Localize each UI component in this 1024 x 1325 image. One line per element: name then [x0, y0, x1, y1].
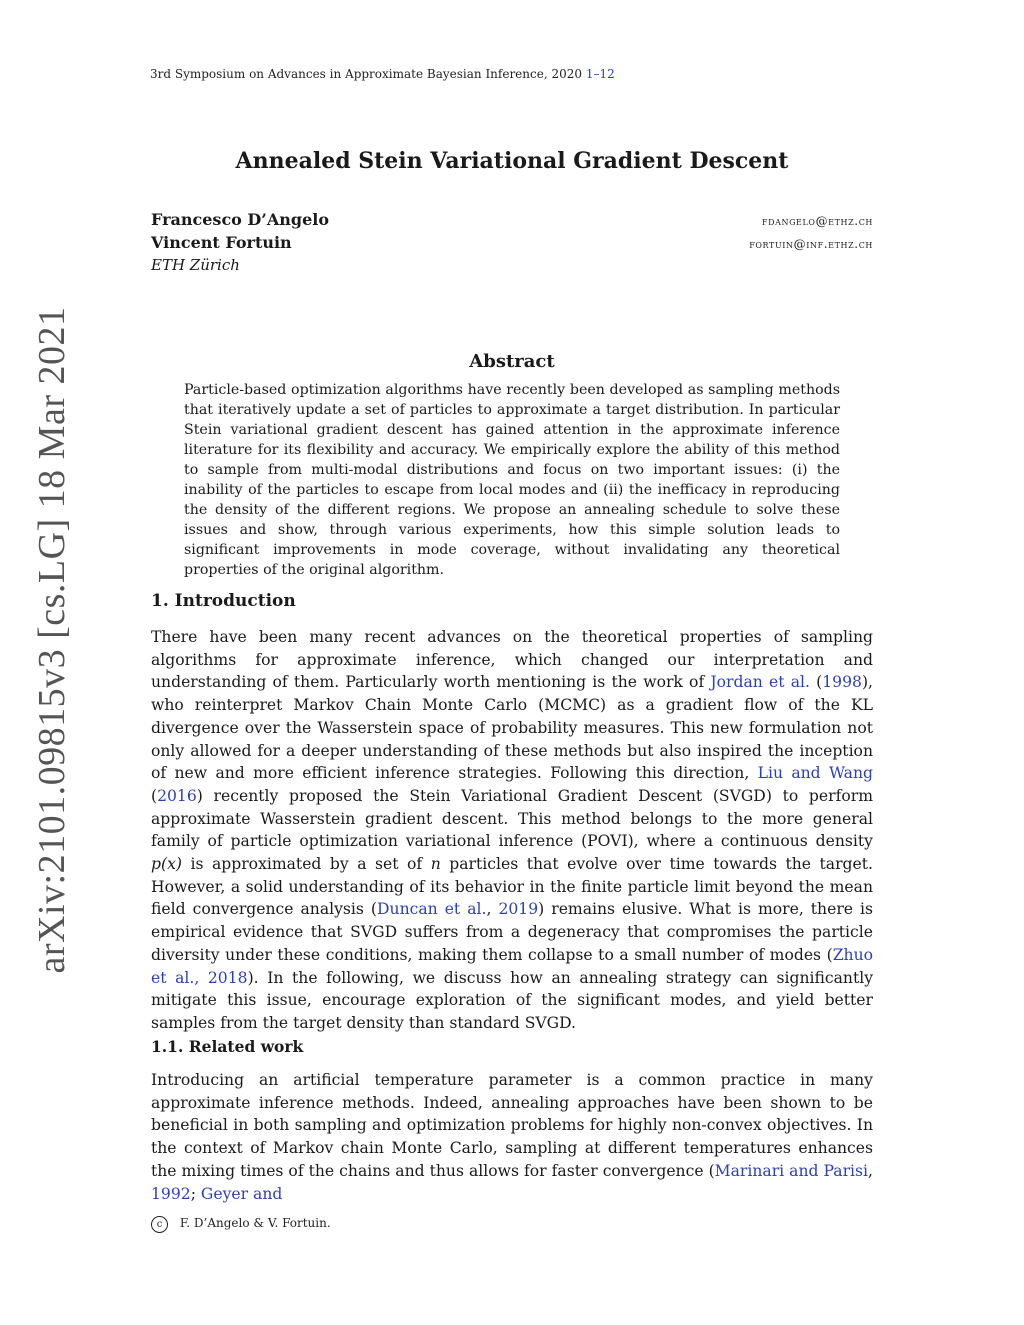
copyright-footer — [151, 1216, 331, 1233]
text-run: Introducing an artificial temperature parameter is a common practice in many approximate inference methods. Indeed, annealing approaches have been shown to be beneficial in both sampling and optimization problems for highly non-convex objectives. In the context of Markov chain Monte Carlo, sampling at different temperatures enhances the mixing times of the chains and thus allows for faster convergence ( — [151, 1071, 873, 1180]
citation-link[interactable]: Duncan et al. — [377, 900, 487, 919]
text-run: is approximated by a set of — [190, 855, 423, 874]
text-run: ), who reinterpret Markov Chain Monte Carlo (MCMC) as a gradient flow of the KL divergence over the Wasserstein space of probability measures. This new formulation not only allowed for a deeper understanding of these methods but also inspired the inception of new and more efficient inference strategies. Following this direction, — [151, 673, 873, 783]
introduction-paragraph: There have been many recent advances on the theoretical properties of sampling algorithms for approximate inference, which changed our interpretation and understanding of them. Particularly worth mentioning is the work of Jordan et al. (1998), who reinterpret Markov Chain Monte Carlo (MCMC) as a gradient flow of the KL divergence over the Wasserstein space of probability measures. This new formulation not only allowed for a deeper understanding of these methods but also inspired the inception of new and more efficient inference strategies. Following this direction, Liu and Wang (2016) recently proposed the Stein Variational Gradient Descent (SVGD) to perform approximate Wasserstein gradient descent. This method belongs to the more general family of particle optimization variational inference (POVI), where a continuous density p(x) is approximated by a set of n particles that evolve over time towards the target. However, a solid understanding of its behavior in the finite particle limit beyond the mean field convergence analysis (Duncan et al., 2019) remains elusive. What is more, there is empirical evidence that SVGD suffers from a degeneracy that compromises the particle diversity under these conditions, making them collapse to a small number of modes (Zhuo et al., 2018). In the following, we discuss how an annealing strategy can significantly mitigate this issue, encourage exploration of the significant modes, and yield better samples from the target density than standard SVGD. — [151, 628, 874, 1032]
subsection-heading-related-work: 1.1. Related work — [151, 1037, 304, 1056]
paper-title: Annealed Stein Variational Gradient Descent — [235, 148, 789, 174]
text-run: ). In the following, we discuss how an annealing strategy can significantly mitigate this issue, encourage exploration of the significant modes, and yield better samples from the target density than standard SVGD. — [151, 968, 874, 1032]
copyright-text: F. D’Angelo & V. Fortuin. — [179, 1216, 331, 1230]
author-email: fdangelo@ethz.ch — [761, 214, 873, 228]
citation-link[interactable]: Jordan et al. — [710, 673, 810, 692]
abstract-heading: Abstract — [469, 351, 555, 372]
citation-year-link[interactable]: 1998 — [822, 673, 862, 692]
math-expression: p(x) — [151, 855, 182, 874]
venue-header — [150, 67, 615, 81]
affiliation: ETH Zürich — [151, 256, 240, 274]
copyright-icon: c — [151, 1216, 168, 1233]
citation-year-link[interactable]: 1992 — [151, 1184, 191, 1203]
related-work-paragraph: Introducing an artificial temperature parameter is a common practice in many approximate inference methods. Indeed, annealing approaches have been shown to be beneficial in both sampling and optimization problems for highly non-convex objectives. In the context of Markov chain Monte Carlo, sampling at different temperatures enhances the mixing times of the chains and thus allows for faster convergence (Marinari and Parisi, 1992; Geyer and — [151, 1071, 874, 1203]
abstract-text: Particle-based optimization algorithms have recently been developed as sampling methods that iteratively update a set of particles to approximate a target distribution. In particular Stein variational gradient descent has gained attention in the approximate inference literature for its flexibility and accuracy. We empirically explore the ability of this method to sample from multi-modal distributions and focus on two important issues: (i) the inability of the particles to escape from local modes and (ii) the inefficacy in reproducing the density of the different regions. We propose an annealing schedule to solve these issues and show, through various experiments, how this simple solution leads to significant improvements in mode coverage, without invalidating any theoretical properties of the original algorithm. — [184, 382, 840, 578]
math-expression: n — [430, 855, 441, 874]
citation-link[interactable]: Geyer and — [200, 1184, 283, 1203]
citation-year-link[interactable]: 2016 — [157, 786, 197, 805]
text-run: particles that evolve over time towards the target. However, a solid understanding of its behavior in the finite particle limit beyond the mean field convergence analysis ( — [151, 855, 873, 919]
author-email: fortuin@inf.ethz.ch — [749, 237, 873, 251]
citation-link[interactable]: Liu and Wang — [757, 764, 873, 783]
author-row-1 — [151, 210, 873, 229]
text-run: ) recently proposed the Stein Variational Gradient Descent (SVGD) to perform approximate Wasserstein gradient descent. This method belongs to the more general family of particle optimization variational inference (POVI), where a continuous density — [151, 786, 873, 851]
citation-link[interactable]: Zhuo et al., 2018 — [151, 945, 873, 987]
page-range-link[interactable]: 1–12 — [585, 67, 615, 81]
section-heading-introduction: 1. Introduction — [151, 591, 296, 611]
author-name: Francesco D’Angelo — [151, 210, 330, 229]
text-run: ) remains elusive. What is more, there is empirical evidence that SVGD suffers from a degeneracy that compromises the particle diversity under these conditions, making them collapse to a small number of modes ( — [151, 900, 874, 964]
venue-text: 3rd Symposium on Advances in Approximate Bayesian Inference, 2020 — [150, 67, 583, 81]
text-run: There have been many recent advances on the theoretical properties of sampling algorithms for approximate inference, which changed our interpretation and understanding of them. Particularly worth mentioning is the work of — [151, 628, 873, 692]
citation-link[interactable]: Marinari and Parisi — [714, 1161, 869, 1180]
arxiv-stamp: arXiv:2101.09815v3 [cs.LG] 18 Mar 2021 — [31, 306, 73, 974]
citation-year-link[interactable]: 2019 — [498, 900, 539, 919]
author-row-2 — [151, 233, 873, 252]
author-name: Vincent Fortuin — [151, 233, 292, 252]
